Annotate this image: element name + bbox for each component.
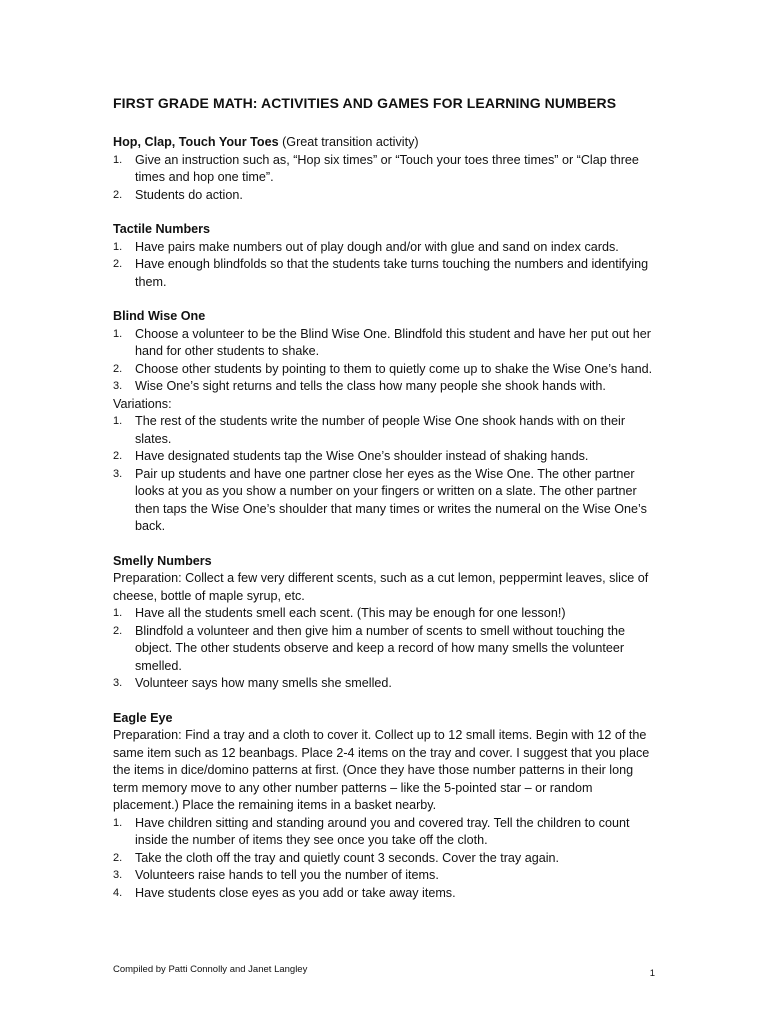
list-item-text: Volunteers raise hands to tell you the number of items. bbox=[135, 868, 439, 882]
list-item-text: Blindfold a volunteer and then give him a number of scents to smell without touching the object. The other students observe and keep a record of how many smells the volunteer smelled. bbox=[135, 623, 626, 673]
section-note: (Great transition activity) bbox=[278, 135, 419, 149]
section-heading-line bbox=[113, 134, 658, 152]
section-heading-line bbox=[113, 710, 658, 728]
list-item-number: 1. bbox=[113, 153, 123, 166]
list-item-number: 2. bbox=[113, 624, 123, 637]
list-item-number: 1. bbox=[113, 607, 123, 619]
section-heading: Tactile Numbers bbox=[113, 222, 211, 236]
list-item bbox=[113, 623, 658, 676]
list-item-text: Have enough blindfolds so that the students take turns touching the numbers and identifying them. bbox=[135, 257, 649, 289]
section-heading-line bbox=[113, 308, 658, 326]
list-item bbox=[113, 466, 658, 536]
numbered-list bbox=[113, 326, 658, 396]
list-item-number: 4. bbox=[113, 886, 123, 899]
list-item-number: 3. bbox=[113, 467, 123, 480]
section bbox=[113, 221, 658, 291]
list-item bbox=[113, 850, 658, 868]
list-item-text: The rest of the students write the number of people Wise One shook hands with on their slates. bbox=[135, 414, 626, 446]
numbered-list bbox=[113, 815, 658, 903]
list-item bbox=[113, 361, 658, 379]
numbered-list bbox=[113, 605, 658, 693]
list-item bbox=[113, 152, 658, 187]
list-item-text: Wise One’s sight returns and tells the class how many people she shook hands with. bbox=[135, 379, 606, 393]
section bbox=[113, 710, 658, 903]
sections-container bbox=[113, 134, 658, 902]
list-item-text: Have children sitting and standing around you and covered tray. Tell the children to count inside the number of items they see once you take off the cloth. bbox=[135, 815, 630, 847]
section-preparation: Preparation: Find a tray and a cloth to cover it. Collect up to 12 small items. Begin with 12 of the same item such as 12 beanbags. Place 2-4 items on the tray and cover. I suggest that you place the items in dice/domino patterns at first. (Once they have those number patterns in their long term memory move to any other number patterns – like the 5-pointed star – or random placement.) Place the remaining items in a basket nearby. bbox=[113, 728, 650, 812]
section-heading-line bbox=[113, 221, 658, 239]
list-item bbox=[113, 256, 658, 291]
list-item-text: Choose a volunteer to be the Blind Wise One. Blindfold this student and have her put out her hand for other students to shake. bbox=[135, 326, 651, 358]
list-item-text: Have designated students tap the Wise One’s shoulder instead of shaking hands. bbox=[135, 449, 589, 463]
list-item bbox=[113, 378, 658, 396]
list-item-number: 1. bbox=[113, 240, 123, 253]
numbered-list bbox=[113, 152, 658, 205]
page-number: 1 bbox=[649, 968, 655, 979]
list-item-text: Have students close eyes as you add or take away items. bbox=[135, 885, 456, 900]
footer-credit: Compiled by Patti Connolly and Janet Langley bbox=[113, 964, 308, 975]
section bbox=[113, 308, 658, 536]
list-item-text: Volunteer says how many smells she smelled. bbox=[135, 676, 392, 690]
list-item-number: 1. bbox=[113, 327, 123, 340]
variations-label: Variations: bbox=[113, 396, 172, 411]
list-item bbox=[113, 448, 658, 466]
list-item bbox=[113, 326, 658, 361]
list-item-number: 1. bbox=[113, 816, 123, 829]
section-heading: Hop, Clap, Touch Your Toes bbox=[113, 135, 279, 149]
list-item-text: Take the cloth off the tray and quietly count 3 seconds. Cover the tray again. bbox=[135, 850, 560, 865]
section-heading: Eagle Eye bbox=[113, 710, 173, 725]
document-title: FIRST GRADE MATH: ACTIVITIES AND GAMES FOR LEARNING NUMBERS bbox=[113, 95, 617, 111]
section-preparation: Preparation: Collect a few very different scents, such as a cut lemon, peppermint leaves, slice of cheese, bottle of maple syrup, etc. bbox=[113, 571, 649, 603]
numbered-list bbox=[113, 239, 658, 292]
list-item bbox=[113, 867, 658, 885]
list-item-text: Give an instruction such as, “Hop six times” or “Touch your toes three times” or “Clap three times and hop one time”. bbox=[135, 152, 639, 184]
document-page bbox=[113, 94, 658, 919]
list-item-number: 2. bbox=[113, 188, 123, 201]
section bbox=[113, 553, 658, 693]
list-item bbox=[113, 239, 658, 257]
list-item bbox=[113, 605, 658, 623]
section-heading: Smelly Numbers bbox=[113, 553, 212, 568]
list-item bbox=[113, 413, 658, 448]
list-item-number: 2. bbox=[113, 362, 123, 375]
section bbox=[113, 134, 658, 204]
list-item-number: 3. bbox=[113, 380, 123, 392]
list-item-text: Pair up students and have one partner close her eyes as the Wise One. The other partner looks at you as you show a number on your fingers or written on a slate. The other partner then taps the Wise One’s shoulder that many times or writes the numeral on the Wise One’s back. bbox=[135, 466, 647, 533]
list-item-number: 3. bbox=[113, 677, 123, 689]
list-item-text: Choose other students by pointing to them to quietly come up to shake the Wise One’s hand. bbox=[135, 361, 653, 376]
list-item bbox=[113, 187, 658, 205]
list-item-number: 2. bbox=[113, 450, 123, 462]
list-item-text: Have pairs make numbers out of play dough and/or with glue and sand on index cards. bbox=[135, 239, 619, 254]
list-item bbox=[113, 885, 658, 903]
list-item-text: Have all the students smell each scent. (This may be enough for one lesson!) bbox=[135, 606, 566, 620]
list-item-number: 3. bbox=[113, 869, 123, 881]
list-item-number: 2. bbox=[113, 258, 123, 270]
list-item bbox=[113, 675, 658, 693]
variations-list bbox=[113, 413, 658, 536]
section-heading: Blind Wise One bbox=[113, 309, 206, 323]
list-item-number: 2. bbox=[113, 851, 123, 864]
section-heading-line bbox=[113, 553, 658, 571]
list-item bbox=[113, 815, 658, 850]
list-item-number: 1. bbox=[113, 415, 123, 427]
list-item-text: Students do action. bbox=[135, 187, 243, 202]
